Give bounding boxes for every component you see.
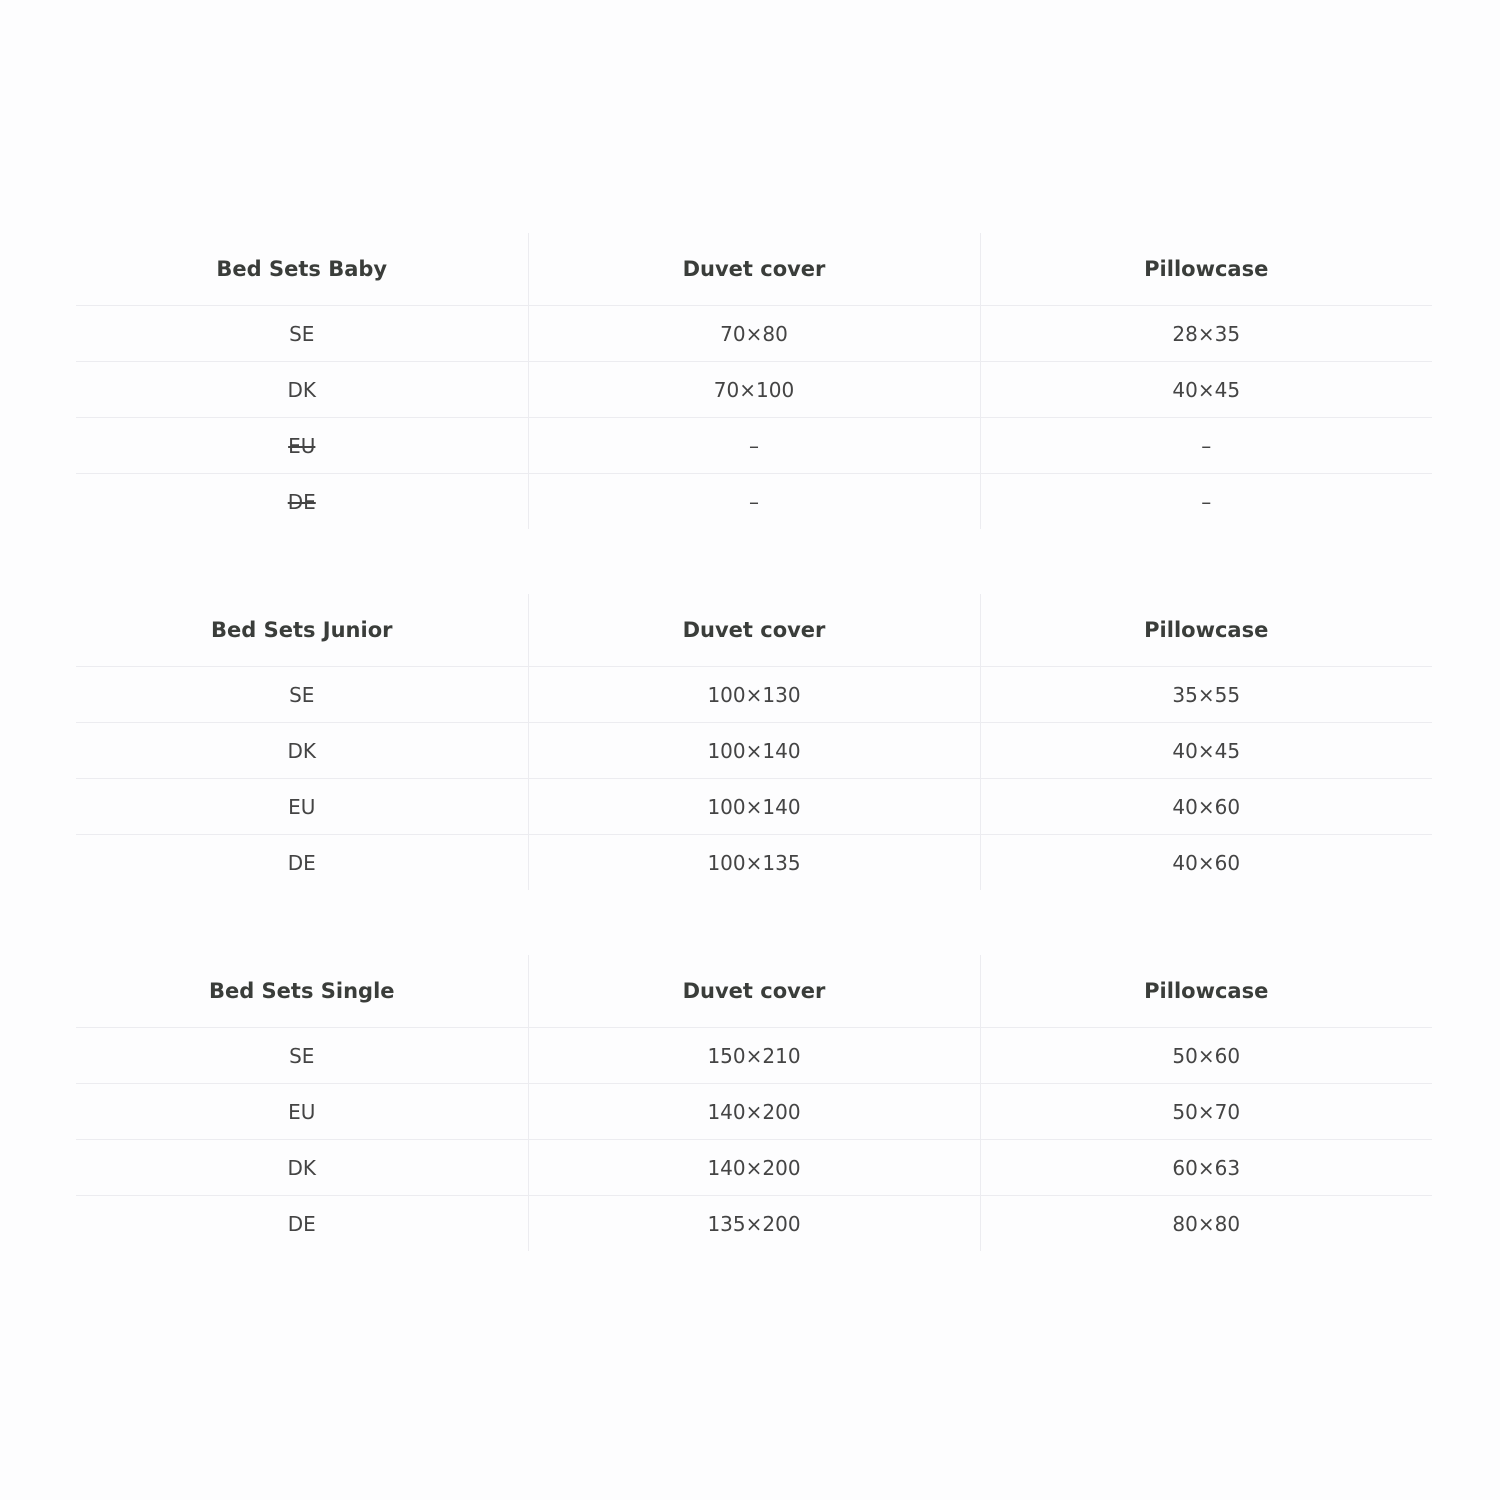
pillowcase-size-cell: 40×45 — [980, 362, 1432, 418]
column-header-bed-set: Bed Sets Single — [76, 955, 528, 1028]
pillowcase-size-cell: 40×45 — [980, 723, 1432, 779]
pillowcase-size-cell: 40×60 — [980, 835, 1432, 891]
column-header-pillowcase: Pillowcase — [980, 955, 1432, 1028]
table-row — [76, 667, 1432, 723]
region-cell: EU — [76, 1084, 528, 1140]
pillowcase-size-cell: 40×60 — [980, 779, 1432, 835]
region-cell: SE — [76, 1028, 528, 1084]
size-table-baby — [76, 233, 1432, 529]
pillowcase-size-cell: – — [980, 474, 1432, 530]
column-header-bed-set: Bed Sets Junior — [76, 594, 528, 667]
table-row — [76, 1140, 1432, 1196]
duvet-size-cell: 100×130 — [528, 667, 980, 723]
duvet-size-cell: 70×80 — [528, 306, 980, 362]
region-cell: SE — [76, 306, 528, 362]
column-header-bed-set: Bed Sets Baby — [76, 233, 528, 306]
table-row — [76, 723, 1432, 779]
size-table-junior — [76, 594, 1432, 890]
duvet-size-cell: 70×100 — [528, 362, 980, 418]
table-header-row — [76, 594, 1432, 667]
table-row — [76, 474, 1432, 530]
duvet-size-cell: 140×200 — [528, 1140, 980, 1196]
pillowcase-size-cell: – — [980, 418, 1432, 474]
region-cell: DE — [287, 1211, 316, 1236]
duvet-size-cell: – — [528, 474, 980, 530]
column-header-pillowcase: Pillowcase — [980, 594, 1432, 667]
pillowcase-size-cell: 50×70 — [980, 1084, 1432, 1140]
pillowcase-size-cell: 80×80 — [980, 1196, 1432, 1252]
column-header-pillowcase: Pillowcase — [980, 233, 1432, 306]
region-cell: DE — [287, 850, 316, 875]
pillowcase-size-cell: 60×63 — [980, 1140, 1432, 1196]
table-row — [76, 779, 1432, 835]
region-cell-unavailable: DE — [287, 489, 316, 514]
duvet-size-cell: 100×140 — [528, 723, 980, 779]
region-cell: EU — [76, 779, 528, 835]
table-row — [76, 362, 1432, 418]
size-table-single — [76, 955, 1432, 1251]
table-row — [76, 1028, 1432, 1084]
region-cell: DK — [76, 1140, 528, 1196]
region-cell: DK — [76, 723, 528, 779]
pillowcase-size-cell: 35×55 — [980, 667, 1432, 723]
table-row — [76, 1084, 1432, 1140]
column-header-duvet-cover: Duvet cover — [528, 955, 980, 1028]
duvet-size-cell: – — [528, 418, 980, 474]
table-row — [76, 835, 1432, 891]
duvet-size-cell: 150×210 — [528, 1028, 980, 1084]
pillowcase-size-cell: 50×60 — [980, 1028, 1432, 1084]
duvet-size-cell: 100×135 — [528, 835, 980, 891]
column-header-duvet-cover: Duvet cover — [528, 594, 980, 667]
duvet-size-cell: 140×200 — [528, 1084, 980, 1140]
pillowcase-size-cell: 28×35 — [980, 306, 1432, 362]
region-cell: DK — [76, 362, 528, 418]
table-header-row — [76, 955, 1432, 1028]
region-cell: SE — [76, 667, 528, 723]
duvet-size-cell: 135×200 — [528, 1196, 980, 1252]
column-header-duvet-cover: Duvet cover — [528, 233, 980, 306]
table-row — [76, 306, 1432, 362]
duvet-size-cell: 100×140 — [528, 779, 980, 835]
table-row — [76, 418, 1432, 474]
table-row — [76, 1196, 1432, 1252]
region-cell-unavailable: EU — [76, 418, 528, 474]
table-header-row — [76, 233, 1432, 306]
